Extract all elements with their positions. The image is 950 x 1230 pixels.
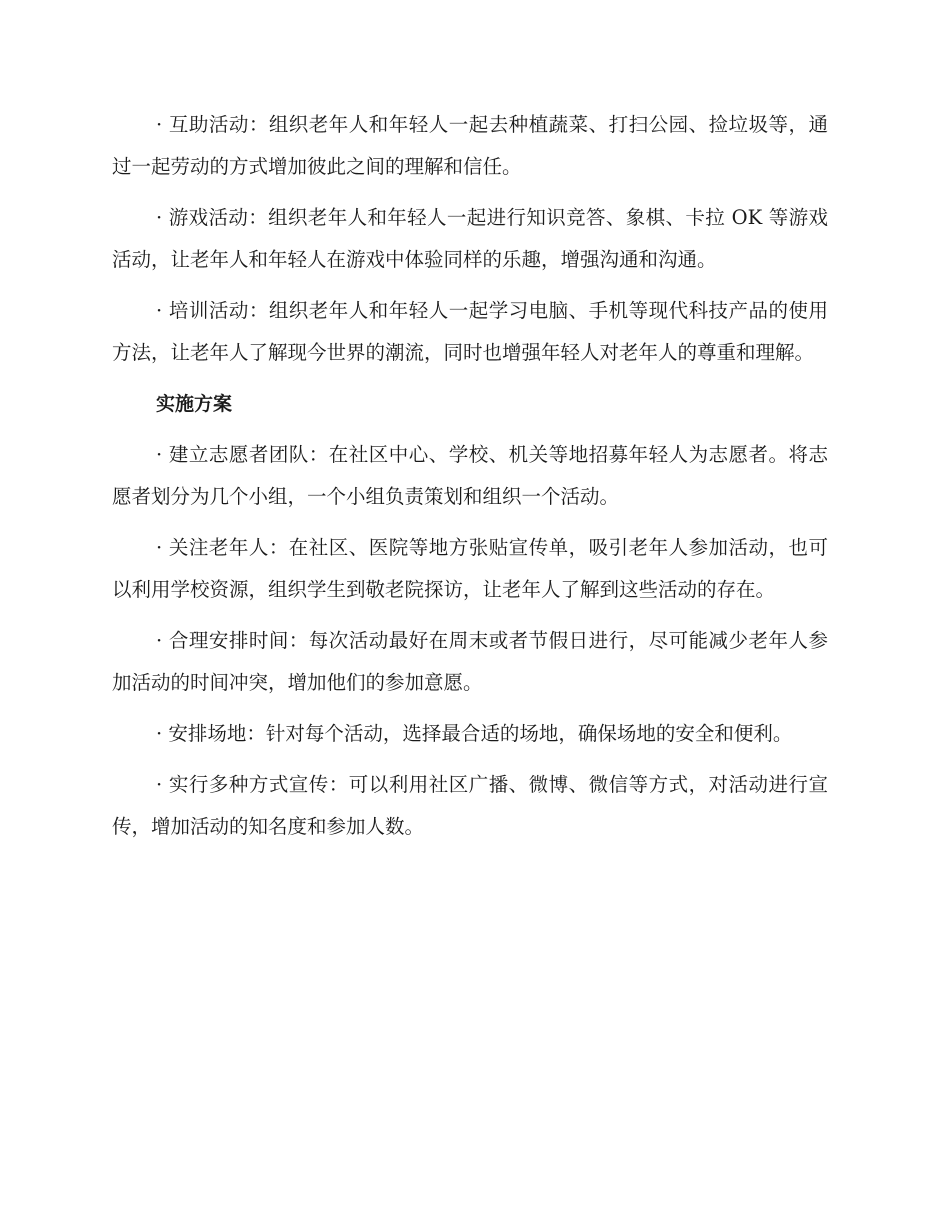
- paragraph-mutual-aid: · 互助活动：组织老年人和年轻人一起去种植蔬菜、打扫公园、捡垃圾等，通过一起劳动的方式增加彼此之间的理解和信任。: [112, 113, 828, 178]
- paragraph-volunteer-team: · 建立志愿者团队：在社区中心、学校、机关等地招募年轻人为志愿者。将志愿者划分为几个小组，一个小组负责策划和组织一个活动。: [112, 443, 828, 508]
- paragraph-games: · 游戏活动：组织老年人和年轻人一起进行知识竞答、象棋、卡拉 OK 等游戏活动，让老年人和年轻人在游戏中体验同样的乐趣，增强沟通和沟通。: [112, 206, 828, 271]
- paragraph-attention-elderly: · 关注老年人：在社区、医院等地方张贴宣传单，吸引老年人参加活动，也可以利用学校资源，组织学生到敬老院探访，让老年人了解到这些活动的存在。: [112, 536, 828, 601]
- paragraph-schedule: · 合理安排时间：每次活动最好在周末或者节假日进行，尽可能减少老年人参加活动的时间冲突，增加他们的参加意愿。: [112, 629, 828, 694]
- paragraph-venue: · 安排场地：针对每个活动，选择最合适的场地，确保场地的安全和便利。: [156, 722, 793, 745]
- paragraph-promotion: · 实行多种方式宣传：可以利用社区广播、微博、微信等方式，对活动进行宣传，增加活动的知名度和参加人数。: [112, 773, 828, 838]
- document-body: [112, 104, 828, 857]
- paragraph-training: · 培训活动：组织老年人和年轻人一起学习电脑、手机等现代科技产品的使用方法，让老年人了解现今世界的潮流，同时也增强年轻人对老年人的尊重和理解。: [112, 299, 828, 364]
- section-heading: 实施方案: [156, 393, 233, 415]
